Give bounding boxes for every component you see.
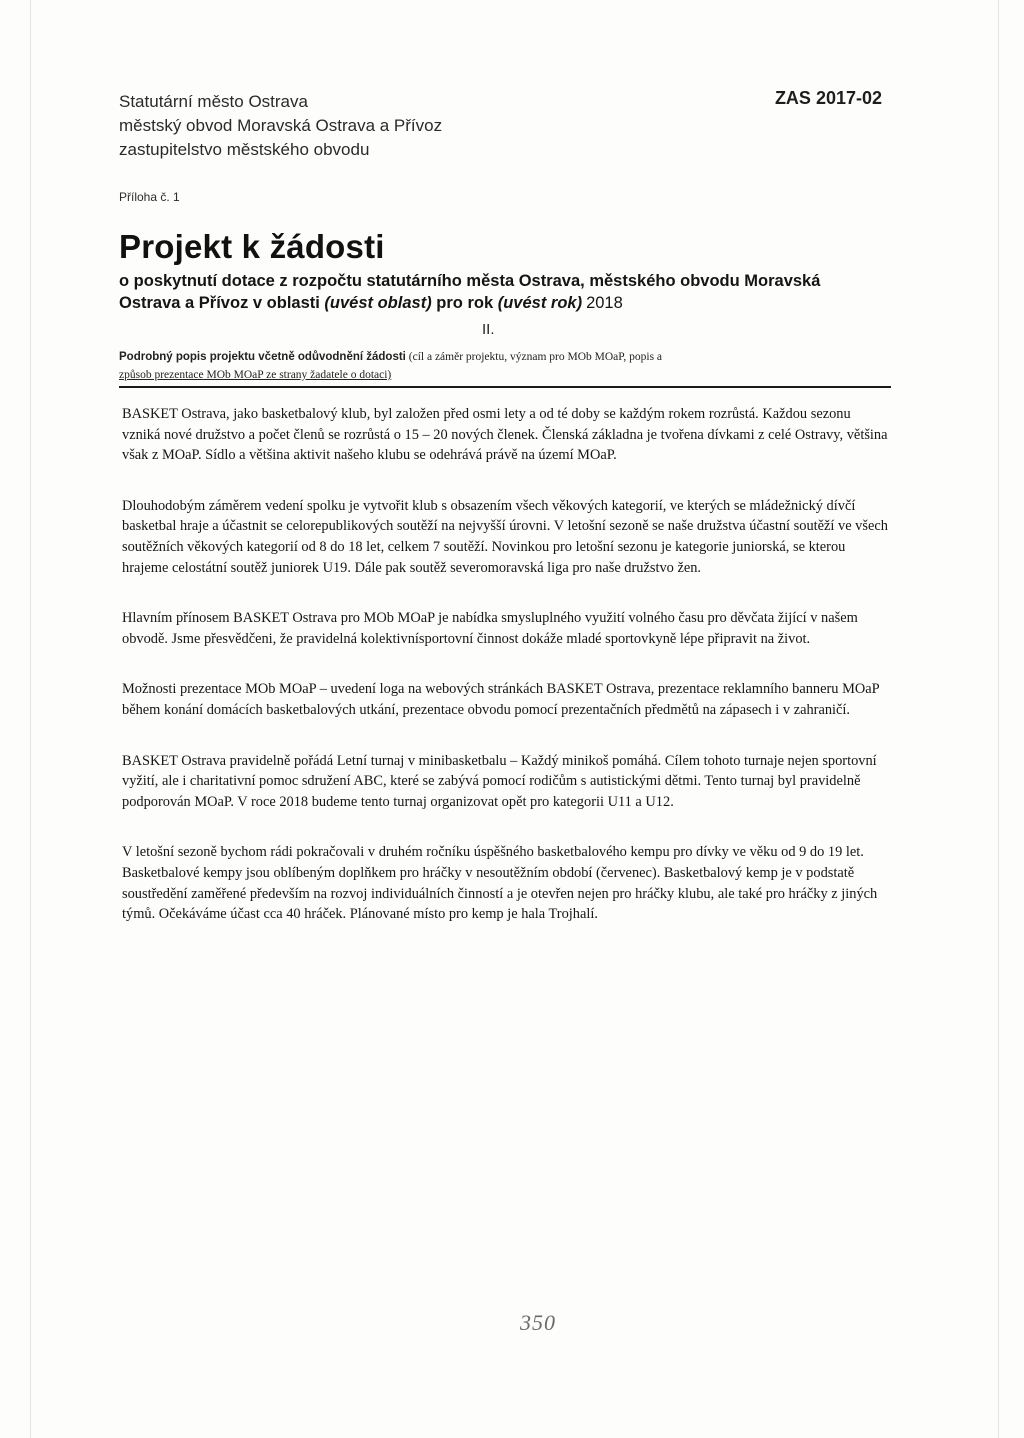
subtitle-text-1: o poskytnutí dotace z rozpočtu statutárního města Ostrava, městského obvodu Moravská Ostrava a Přívoz v oblasti [119, 272, 821, 312]
section-body [122, 404, 892, 955]
issuer-header [119, 90, 442, 162]
paragraph: Možnosti prezentace MOb MOaP – uvedení loga na webových stránkách BASKET Ostrava, prezentace reklamního banneru MOaP během konání domácích basketbalových utkání, prezentace obvodu pomocí prezentačních předmětů na zápasech i v zahraničí. [122, 681, 880, 718]
paragraph: BASKET Ostrava, jako basketbalový klub, byl založen před osmi lety a od té doby se každým rokem rozrůstá. Každou sezonu vzniká nové družstvo a počet členů se rozrůstá o 15 – 20 nových členek. Členská základna je tvořena dívkami z celé Ostravy, většina však z MOaP. Sídlo a většina aktivit našeho klubu se odehrává právě na území MOaP. [122, 406, 888, 464]
section-number: II. [482, 321, 495, 338]
attachment-label: Příloha č. 1 [119, 190, 180, 204]
paragraph: Dlouhodobým záměrem vedení spolku je vytvořit klub s obsazením všech věkových kategorií, ve kterých se mládežnický dívčí basketbal hraje a účastnit se celorepublikových soutěží na nejvyšší úrovni. V letošní sezoně se naše družstva účastní soutěží ve všech soutěžních věkových kategorií od 8 do 18 let, celkem 7 soutěží. Novinkou pro letošní sezonu je kategorie juniorská, se kterou hrajeme celostátní soutěž juniorek U19. Dále pak soutěž severomoravská liga pro naše družstvo žen. [122, 497, 888, 576]
scan-edge-right [998, 0, 999, 1438]
section-heading-normal: (cíl a záměr projektu, význam pro MOb MOaP, popis a [405, 351, 663, 363]
subtitle-area-placeholder: (uvést oblast) [324, 294, 432, 312]
handwritten-page-number: 350 [520, 1310, 556, 1335]
paragraph: V letošní sezoně bychom rádi pokračovali v druhém ročníku úspěšného basketbalového kempu pro dívky ve věku od 9 do 19 let. Basketbalové kempy jsou oblíbeným doplňkem pro hráčky v nesoutěžním období (červenec). Basketbalový kemp je v podstatě soustředění zaměřené především na rozvoj individuálních činností a je otevřen nejen pro hráčky klubu, ale také pro hráčky z jiných týmů. Očekáváme účast cca 40 hráček. Plánované místo pro kemp je hala Trojhalí. [122, 844, 878, 923]
subtitle-year: 2018 [586, 294, 623, 312]
section-heading [119, 348, 889, 384]
document-code: ZAS 2017-02 [774, 88, 882, 108]
document-subtitle [119, 270, 879, 314]
issuer-line-council: zastupitelstvo městského obvodu [119, 140, 370, 159]
subtitle-year-placeholder: (uvést rok) [497, 294, 583, 312]
paragraph: Hlavním přínosem BASKET Ostrava pro MOb MOaP je nabídka smysluplného využití volného času pro děvčata žijící v našem obvodě. Jsme přesvědčeni, že pravidelná kolektivnísportovní činnost dokáže mladé sportovkyně lépe připravit na život. [122, 610, 858, 647]
issuer-line-district: městský obvod Moravská Ostrava a Přívoz [119, 116, 443, 135]
scan-edge-left [30, 0, 31, 1438]
document-title: Projekt k žádosti [119, 228, 385, 265]
section-divider [119, 386, 891, 388]
paragraph: BASKET Ostrava pravidelně pořádá Letní turnaj v minibasketbalu – Každý minikoš pomáhá. Cílem tohoto turnaje nejen sportovní vyžití, ale i charitativní pomoc sdružení ABC, které se zabývá pomocí rodičům s autistickými dětmi. Tento turnaj byl pravidelně podporován MOaP. V roce 2018 budeme tento turnaj organizovat opět pro kategorii U11 a U12. [122, 752, 877, 810]
subtitle-text-2: pro rok [431, 294, 498, 312]
issuer-line-city: Statutární město Ostrava [119, 92, 308, 111]
section-heading-underlined: způsob prezentace MOb MOaP ze strany žadatele o dotaci) [119, 369, 392, 381]
section-heading-bold: Podrobný popis projektu včetně odůvodnění žádosti [119, 351, 406, 363]
